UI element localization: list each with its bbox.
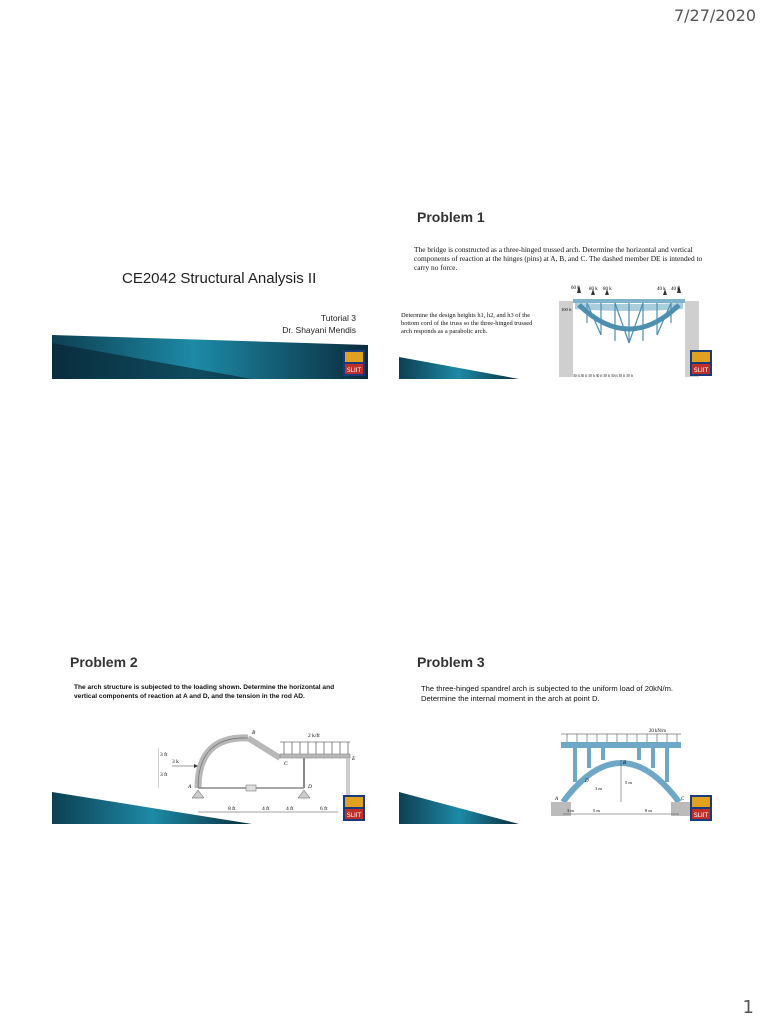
lecturer-name: Dr. Shayani Mendis [282,325,356,335]
sliit-logo [343,350,365,376]
svg-text:A: A [555,797,559,802]
svg-text:D: D [585,779,589,784]
problem-1-text: The bridge is constructed as a three-hinged trussed arch. Determine the horizontal and vertical components of reaction at the hinges (pins) at A, B, and C. The dashed member DE is intended to carry no force. [414,245,703,272]
svg-text:3 ft: 3 ft [160,752,168,758]
svg-text:80 k: 80 k [603,287,612,292]
svg-text:SLIIT: SLIIT [346,812,362,819]
slide-title [52,199,368,379]
svg-text:40 k: 40 k [671,287,680,292]
problem-2-text: The arch structure is subjected to the loading shown. Determine the horizontal and vertical components of reaction at A and D, and the tension in the rod AD. [74,684,335,700]
slide-problem-2 [52,644,368,824]
problem-3-text: The three-hinged spandrel arch is subjected to the uniform load of 20kN/m. Determine the internal moment in the arch at point D. [421,684,673,703]
svg-text:60 k: 60 k [571,286,580,291]
problem-3-title: Problem 3 [417,654,485,670]
svg-text:3 k: 3 k [172,759,179,765]
svg-text:40 k: 40 k [657,287,666,292]
svg-text:5 m: 5 m [593,808,600,813]
svg-text:80 k: 80 k [589,287,598,292]
slide-band [399,780,715,824]
sliit-logo [690,350,712,376]
page-number: 1 [742,997,754,1018]
svg-text:SLIIT: SLIIT [693,812,709,819]
problem-1-title: Problem 1 [417,209,485,225]
svg-text:6 ft: 6 ft [320,806,328,812]
svg-text:A: A [188,784,192,790]
svg-text:E: E [352,756,356,762]
problem-2-title: Problem 2 [70,654,138,670]
slide-band [52,335,368,379]
svg-text:3 m: 3 m [567,808,574,813]
svg-text:8 ft: 8 ft [228,806,236,812]
slide-band [399,335,715,379]
svg-text:5 m: 5 m [625,780,632,785]
svg-text:B: B [252,730,256,736]
svg-text:3 m: 3 m [595,786,602,791]
course-title: CE2042 Structural Analysis II [122,270,317,287]
svg-text:4 ft: 4 ft [286,806,294,812]
svg-text:D: D [308,784,312,790]
slide-problem-1 [399,199,715,379]
sliit-logo [343,795,365,821]
sliit-logo [690,795,712,821]
page-date: 7/27/2020 [673,6,756,25]
svg-text:20 kN/m: 20 kN/m [649,729,666,734]
tutorial-label: Tutorial 3 [320,313,356,323]
svg-text:SLIIT: SLIIT [693,367,709,374]
svg-text:2 k/ft: 2 k/ft [308,733,320,739]
svg-text:C: C [284,761,288,767]
svg-text:4 ft: 4 ft [262,806,270,812]
svg-text:100 ft: 100 ft [561,307,572,312]
svg-text:SLIIT: SLIIT [346,367,362,374]
svg-text:30 ft 30 ft 30 ft 30 ft 30: 30 ft 30 ft 30 ft 30 ft 30 ft 30 ft 30 ft 30 ft [573,374,633,378]
svg-text:8 m: 8 m [645,808,652,813]
problem-1-design-text: Determine the design heights h1, h2, and h3 of the bottom cord of the truss so the three-hinged trussed arch responds as a parabolic arch. [401,312,533,335]
slide-problem-3 [399,644,715,824]
svg-text:B: B [623,761,627,766]
svg-text:C: C [681,797,685,802]
slide-band [52,780,368,824]
svg-text:3 ft: 3 ft [160,772,168,778]
